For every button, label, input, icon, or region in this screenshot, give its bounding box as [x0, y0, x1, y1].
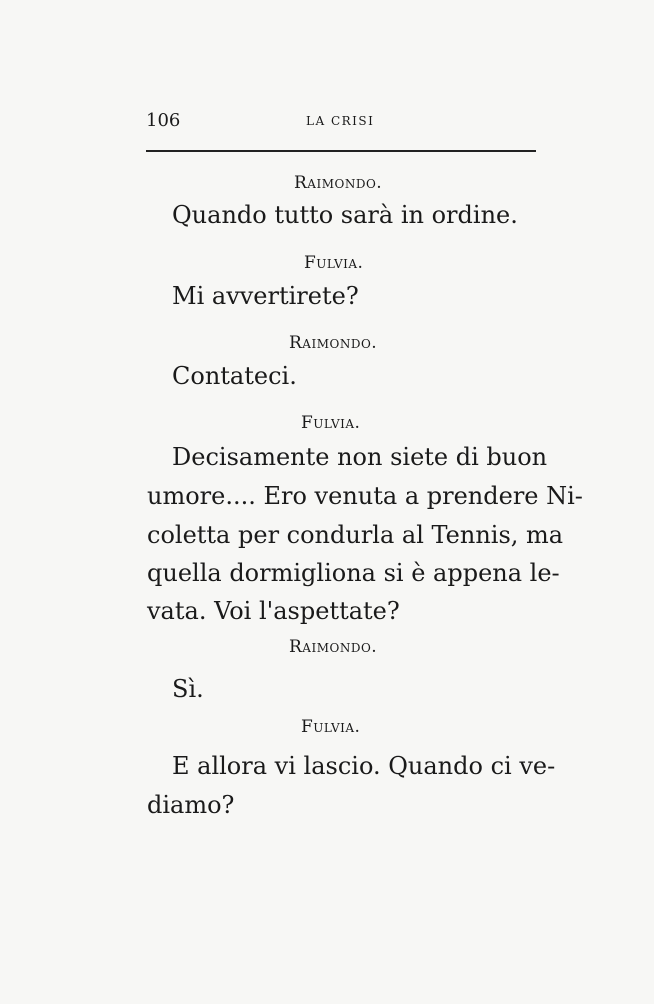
dialogue-line: coletta per condurla al Tennis, ma [147, 521, 564, 549]
speaker-name: Fulvia. [304, 253, 364, 273]
page-header [146, 110, 536, 134]
dialogue-line: Sì. [172, 675, 204, 703]
dialogue-line: quella dormigliona si è appena le- [147, 559, 560, 587]
dialogue-line: Contateci. [172, 362, 297, 390]
dialogue-line: E allora vi lascio. Quando ci ve- [172, 752, 556, 780]
speaker-name: Raimondo. [289, 637, 378, 657]
speaker-name: Raimondo. [294, 173, 383, 193]
speaker-name: Fulvia. [301, 413, 361, 433]
dialogue-line: diamo? [147, 791, 235, 819]
running-title: LA CRISI [306, 114, 375, 128]
dialogue-line: vata. Voi l'aspettate? [147, 597, 400, 625]
header-rule [146, 150, 536, 152]
speaker-name: Fulvia. [301, 717, 361, 737]
speaker-name: Raimondo. [289, 333, 378, 353]
dialogue-line: Decisamente non siete di buon [172, 443, 548, 471]
page-number: 106 [146, 110, 181, 131]
dialogue-line: Mi avvertirete? [172, 282, 359, 310]
dialogue-line: umore.... Ero venuta a prendere Ni- [147, 482, 583, 510]
dialogue-line: Quando tutto sarà in ordine. [172, 201, 518, 229]
